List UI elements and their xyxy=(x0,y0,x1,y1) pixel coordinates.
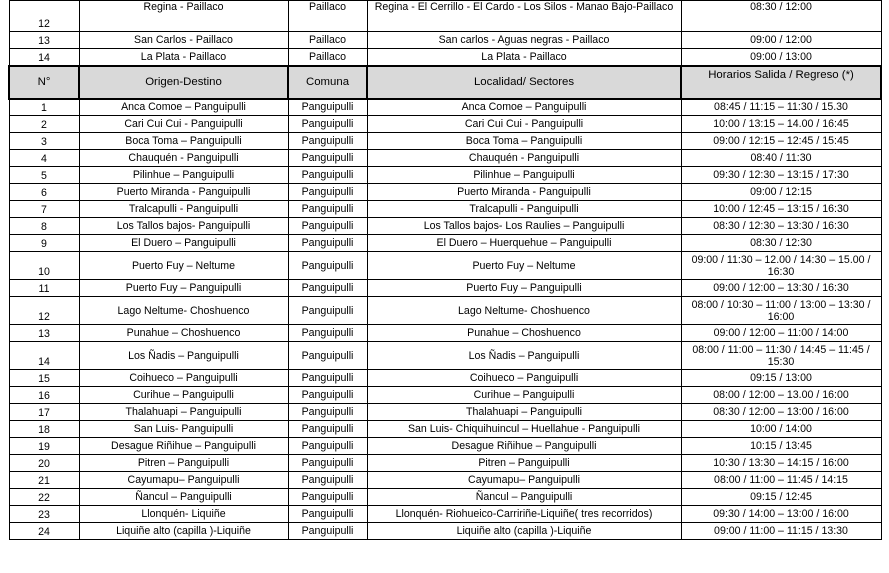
schedule-cell: 08:30 / 12:00 xyxy=(681,1,881,32)
origin-destination-cell: Puerto Fuy – Neltume xyxy=(79,252,288,280)
schedule-cell: 10:30 / 13:30 – 14:15 / 16:00 xyxy=(681,455,881,472)
schedule-cell: 09:00 / 12:00 xyxy=(681,32,881,49)
table-row xyxy=(9,150,881,167)
origin-destination-cell: Los Tallos bajos- Panguipulli xyxy=(79,218,288,235)
header-comuna: Comuna xyxy=(288,66,367,99)
origin-destination-cell: Anca Comoe – Panguipulli xyxy=(79,99,288,116)
comuna-cell: Panguipulli xyxy=(288,150,367,167)
localidad-cell: Cari Cui Cui - Panguipulli xyxy=(367,116,681,133)
origin-destination-cell: San Luis- Panguipulli xyxy=(79,421,288,438)
header-schedule: Horarios Salida / Regreso (*) xyxy=(681,66,881,99)
origin-destination-cell: San Carlos - Paillaco xyxy=(79,32,288,49)
schedule-cell: 09:00 / 12:00 – 13:30 / 16:30 xyxy=(681,280,881,297)
localidad-cell: Ñancul – Panguipulli xyxy=(367,489,681,506)
table-row xyxy=(9,99,881,116)
route-number-cell: 7 xyxy=(9,201,79,218)
comuna-cell: Panguipulli xyxy=(288,116,367,133)
localidad-cell: Llonquén- Riohueico-Carririñe-Liquiñe( tres recorridos) xyxy=(367,506,681,523)
schedule-cell: 08:00 / 11:00 – 11:30 / 14:45 – 11:45 / 15:30 xyxy=(681,342,881,370)
comuna-cell: Panguipulli xyxy=(288,325,367,342)
route-number-cell: 10 xyxy=(9,252,79,280)
localidad-cell: Los Tallos bajos- Los Raulies – Panguipulli xyxy=(367,218,681,235)
header-section xyxy=(9,66,881,99)
header-localidad-sectores: Localidad/ Sectores xyxy=(367,66,681,99)
table-row xyxy=(9,472,881,489)
comuna-cell: Panguipulli xyxy=(288,506,367,523)
route-number-cell: 17 xyxy=(9,404,79,421)
schedule-cell: 08:00 / 11:00 – 11:45 / 14:15 xyxy=(681,472,881,489)
route-number-cell: 16 xyxy=(9,387,79,404)
localidad-cell: Tralcapulli - Panguipulli xyxy=(367,201,681,218)
route-number-cell: 21 xyxy=(9,472,79,489)
localidad-cell: Curihue – Panguipulli xyxy=(367,387,681,404)
schedule-cell: 09:00 / 12:00 – 11:00 / 14:00 xyxy=(681,325,881,342)
localidad-cell: San carlos - Aguas negras - Paillaco xyxy=(367,32,681,49)
comuna-cell: Panguipulli xyxy=(288,370,367,387)
schedule-cell: 09:00 / 11:30 – 12.00 / 14:30 – 15.00 / 16:30 xyxy=(681,252,881,280)
comuna-cell: Panguipulli xyxy=(288,201,367,218)
table-row xyxy=(9,523,881,540)
schedule-cell: 09:00 / 12:15 – 12:45 / 15:45 xyxy=(681,133,881,150)
origin-destination-cell: Coihueco – Panguipulli xyxy=(79,370,288,387)
origin-destination-cell: Los Ñadis – Panguipulli xyxy=(79,342,288,370)
route-number-cell: 14 xyxy=(9,342,79,370)
localidad-cell: Puerto Miranda - Panguipulli xyxy=(367,184,681,201)
table-row xyxy=(9,506,881,523)
table-row xyxy=(9,116,881,133)
schedule-cell: 09:00 / 12:15 xyxy=(681,184,881,201)
schedule-cell: 08:00 / 10:30 – 11:00 / 13:00 – 13:30 / 16:00 xyxy=(681,297,881,325)
origin-destination-cell: La Plata - Paillaco xyxy=(79,49,288,66)
localidad-cell: Regina - El Cerrillo - El Cardo - Los Silos - Manao Bajo-Paillaco xyxy=(367,1,681,32)
origin-destination-cell: Punahue – Choshuenco xyxy=(79,325,288,342)
table-row xyxy=(9,218,881,235)
origin-destination-cell: Regina - Paillaco xyxy=(79,1,288,32)
route-number-cell: 23 xyxy=(9,506,79,523)
schedule-table xyxy=(8,0,882,540)
schedule-cell: 09:30 / 12:30 – 13:15 / 17:30 xyxy=(681,167,881,184)
route-number-cell: 9 xyxy=(9,235,79,252)
localidad-cell: Anca Comoe – Panguipulli xyxy=(367,99,681,116)
route-number-cell: 3 xyxy=(9,133,79,150)
comuna-cell: Panguipulli xyxy=(288,342,367,370)
route-number-cell: 13 xyxy=(9,325,79,342)
table-row xyxy=(9,1,881,32)
localidad-cell: Boca Toma – Panguipulli xyxy=(367,133,681,150)
comuna-cell: Paillaco xyxy=(288,49,367,66)
table-row xyxy=(9,32,881,49)
localidad-cell: Pitren – Panguipulli xyxy=(367,455,681,472)
table-row xyxy=(9,184,881,201)
localidad-cell: Pilinhue – Panguipulli xyxy=(367,167,681,184)
origin-destination-cell: Desague Riñihue – Panguipulli xyxy=(79,438,288,455)
origin-destination-cell: Llonquén- Liquiñe xyxy=(79,506,288,523)
table-row xyxy=(9,167,881,184)
comuna-cell: Panguipulli xyxy=(288,280,367,297)
table-row xyxy=(9,297,881,325)
schedule-cell: 08:40 / 11:30 xyxy=(681,150,881,167)
route-number-cell: 19 xyxy=(9,438,79,455)
route-number-cell: 22 xyxy=(9,489,79,506)
comuna-cell: Panguipulli xyxy=(288,252,367,280)
route-number-cell: 11 xyxy=(9,280,79,297)
route-number-cell: 18 xyxy=(9,421,79,438)
schedule-cell: 10:15 / 13:45 xyxy=(681,438,881,455)
localidad-cell: El Duero – Huerquehue – Panguipulli xyxy=(367,235,681,252)
comuna-cell: Panguipulli xyxy=(288,297,367,325)
localidad-cell: Lago Neltume- Choshuenco xyxy=(367,297,681,325)
localidad-cell: Liquiñe alto (capilla )-Liquiñe xyxy=(367,523,681,540)
schedule-cell: 09:15 / 12:45 xyxy=(681,489,881,506)
route-number-cell: 24 xyxy=(9,523,79,540)
localidad-cell: Punahue – Choshuenco xyxy=(367,325,681,342)
schedule-cell: 09:00 / 13:00 xyxy=(681,49,881,66)
origin-destination-cell: Thalahuapi – Panguipulli xyxy=(79,404,288,421)
table-row xyxy=(9,489,881,506)
comuna-cell: Panguipulli xyxy=(288,523,367,540)
table-row xyxy=(9,133,881,150)
schedule-cell: 08:30 / 12:30 xyxy=(681,235,881,252)
schedule-cell: 08:30 / 12:00 – 13:00 / 16:00 xyxy=(681,404,881,421)
route-number-cell: 13 xyxy=(9,32,79,49)
route-number-cell: 8 xyxy=(9,218,79,235)
route-number-cell: 12 xyxy=(9,297,79,325)
table-row xyxy=(9,421,881,438)
comuna-cell: Panguipulli xyxy=(288,167,367,184)
table-row xyxy=(9,342,881,370)
schedule-cell: 08:45 / 11:15 – 11:30 / 15.30 xyxy=(681,99,881,116)
origin-destination-cell: Ñancul – Panguipulli xyxy=(79,489,288,506)
comuna-cell: Panguipulli xyxy=(288,133,367,150)
comuna-cell: Panguipulli xyxy=(288,99,367,116)
route-number-cell: 15 xyxy=(9,370,79,387)
table-row xyxy=(9,438,881,455)
comuna-cell: Panguipulli xyxy=(288,472,367,489)
comuna-cell: Panguipulli xyxy=(288,404,367,421)
origin-destination-cell: Pilinhue – Panguipulli xyxy=(79,167,288,184)
localidad-cell: La Plata - Paillaco xyxy=(367,49,681,66)
table-row xyxy=(9,252,881,280)
comuna-cell: Panguipulli xyxy=(288,218,367,235)
header-origin-destination: Origen-Destino xyxy=(79,66,288,99)
route-number-cell: 20 xyxy=(9,455,79,472)
comuna-cell: Paillaco xyxy=(288,1,367,32)
origin-destination-cell: Tralcapulli - Panguipulli xyxy=(79,201,288,218)
schedule-cell: 09:00 / 11:00 – 11:15 / 13:30 xyxy=(681,523,881,540)
comuna-cell: Panguipulli xyxy=(288,387,367,404)
origin-destination-cell: Cayumapu– Panguipulli xyxy=(79,472,288,489)
table-row xyxy=(9,325,881,342)
origin-destination-cell: Liquiñe alto (capilla )-Liquiñe xyxy=(79,523,288,540)
table-row xyxy=(9,235,881,252)
route-number-cell: 14 xyxy=(9,49,79,66)
route-number-cell: 1 xyxy=(9,99,79,116)
origin-destination-cell: Puerto Fuy – Panguipulli xyxy=(79,280,288,297)
previous-section-rows xyxy=(9,1,881,66)
origin-destination-cell: Curihue – Panguipulli xyxy=(79,387,288,404)
route-number-cell: 4 xyxy=(9,150,79,167)
table-row xyxy=(9,455,881,472)
schedule-cell: 09:15 / 13:00 xyxy=(681,370,881,387)
schedule-cell: 10:00 / 13:15 – 14.00 / 16:45 xyxy=(681,116,881,133)
origin-destination-cell: Pitren – Panguipulli xyxy=(79,455,288,472)
comuna-cell: Panguipulli xyxy=(288,235,367,252)
header-number: N° xyxy=(9,66,79,99)
comuna-cell: Panguipulli xyxy=(288,455,367,472)
column-header-row xyxy=(9,66,881,99)
localidad-cell: Thalahuapi – Panguipulli xyxy=(367,404,681,421)
comuna-cell: Panguipulli xyxy=(288,184,367,201)
localidad-cell: Desague Riñihue – Panguipulli xyxy=(367,438,681,455)
table-row xyxy=(9,370,881,387)
comuna-cell: Panguipulli xyxy=(288,438,367,455)
origin-destination-cell: Boca Toma – Panguipulli xyxy=(79,133,288,150)
localidad-cell: Coihueco – Panguipulli xyxy=(367,370,681,387)
table-row xyxy=(9,280,881,297)
comuna-cell: Panguipulli xyxy=(288,421,367,438)
origin-destination-cell: Cari Cui Cui - Panguipulli xyxy=(79,116,288,133)
origin-destination-cell: Chauquén - Panguipulli xyxy=(79,150,288,167)
localidad-cell: Puerto Fuy – Neltume xyxy=(367,252,681,280)
localidad-cell: Los Ñadis – Panguipulli xyxy=(367,342,681,370)
schedule-cell: 10:00 / 14:00 xyxy=(681,421,881,438)
schedule-cell: 10:00 / 12:45 – 13:15 / 16:30 xyxy=(681,201,881,218)
localidad-cell: San Luis- Chiquihuincul – Huellahue - Panguipulli xyxy=(367,421,681,438)
route-rows xyxy=(9,99,881,540)
route-number-cell: 12 xyxy=(9,1,79,32)
localidad-cell: Cayumapu– Panguipulli xyxy=(367,472,681,489)
comuna-cell: Panguipulli xyxy=(288,489,367,506)
origin-destination-cell: Lago Neltume- Choshuenco xyxy=(79,297,288,325)
localidad-cell: Puerto Fuy – Panguipulli xyxy=(367,280,681,297)
route-number-cell: 2 xyxy=(9,116,79,133)
table-row xyxy=(9,201,881,218)
route-number-cell: 5 xyxy=(9,167,79,184)
schedule-cell: 08:30 / 12:30 – 13:30 / 16:30 xyxy=(681,218,881,235)
schedule-cell: 08:00 / 12:00 – 13.00 / 16:00 xyxy=(681,387,881,404)
route-number-cell: 6 xyxy=(9,184,79,201)
origin-destination-cell: Puerto Miranda - Panguipulli xyxy=(79,184,288,201)
localidad-cell: Chauquén - Panguipulli xyxy=(367,150,681,167)
comuna-cell: Paillaco xyxy=(288,32,367,49)
table-row xyxy=(9,387,881,404)
origin-destination-cell: El Duero – Panguipulli xyxy=(79,235,288,252)
table-row xyxy=(9,49,881,66)
schedule-cell: 09:30 / 14:00 – 13:00 / 16:00 xyxy=(681,506,881,523)
table-row xyxy=(9,404,881,421)
